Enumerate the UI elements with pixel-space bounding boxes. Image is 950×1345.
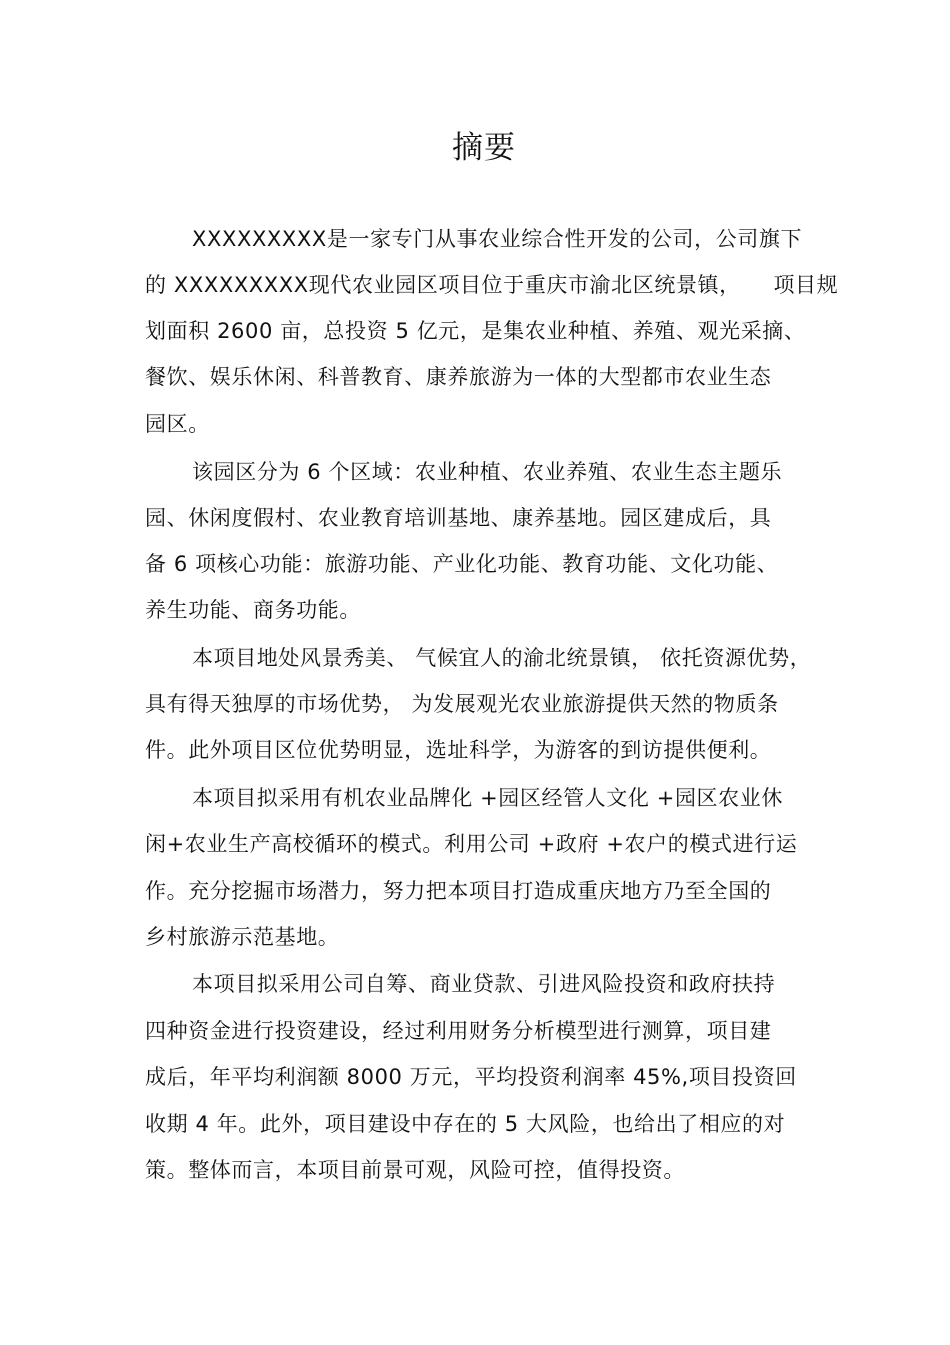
paragraph-5-line-1: 本项目拟采用公司自筹、商业贷款、引进风险投资和政府扶持 [192,972,776,996]
paragraph-3-line-1: 本项目地处风景秀美、 气候宜人的渝北统景镇， 依托资源优势， [192,646,812,670]
paragraph-2-line-3: 备 6 项核心功能：旅游功能、产业化功能、教育功能、文化功能、 [145,552,779,576]
paragraph-3-line-2: 具有得天独厚的市场优势， 为发展观光农业旅游提供天然的物质条 [145,692,779,716]
paragraph-5-line-3: 成后，年平均利润额 8000 万元，平均投资利润率 45%,项目投资回 [145,1065,797,1089]
paragraph-4-line-3: 作。充分挖掘市场潜力，努力把本项目打造成重庆地方乃至全国的 [145,879,772,903]
paragraph-1-line-1: XXXXXXXXX是一家专门从事农业综合性开发的公司，公司旗下 [192,227,803,251]
paragraph-1-line-5: 园区。 [145,412,210,436]
paragraph-4-line-2: 闲+农业生产高校循环的模式。利用公司 +政府 +农户的模式进行运 [145,832,798,856]
paragraph-5-line-5: 策。整体而言，本项目前景可观，风险可控，值得投资。 [145,1158,685,1182]
paragraph-3-line-3: 件。此外项目区位优势明显，选址科学，为游客的到访提供便利。 [145,738,772,762]
paragraph-1-line-3: 划面积 2600 亩，总投资 5 亿元，是集农业种植、养殖、观光采摘、 [145,319,806,343]
paragraph-2-line-1: 该园区分为 6 个区域：农业种植、农业养殖、农业生态主题乐 [192,460,783,484]
paragraph-1-line-2: 的 XXXXXXXXX现代农业园区项目位于重庆市渝北区统景镇， 项目规 [145,273,839,297]
paragraph-2-line-2: 园、休闲度假村、农业教育培训基地、康养基地。园区建成后，具 [145,506,772,530]
paragraph-4-line-4: 乡村旅游示范基地。 [145,925,340,949]
paragraph-5-line-4: 收期 4 年。此外，项目建设中存在的 5 大风险，也给出了相应的对 [145,1112,786,1136]
paragraph-1-line-4: 餐饮、娱乐休闲、科普教育、康养旅游为一体的大型都市农业生态 [145,365,772,389]
paragraph-4-line-1: 本项目拟采用有机农业品牌化 +园区经管人文化 +园区农业休 [192,786,783,810]
page-title: 摘要 [452,130,516,166]
paragraph-5-line-2: 四种资金进行投资建设，经过利用财务分析模型进行测算，项目建 [145,1019,772,1043]
paragraph-2-line-4: 养生功能、商务功能。 [145,598,361,622]
